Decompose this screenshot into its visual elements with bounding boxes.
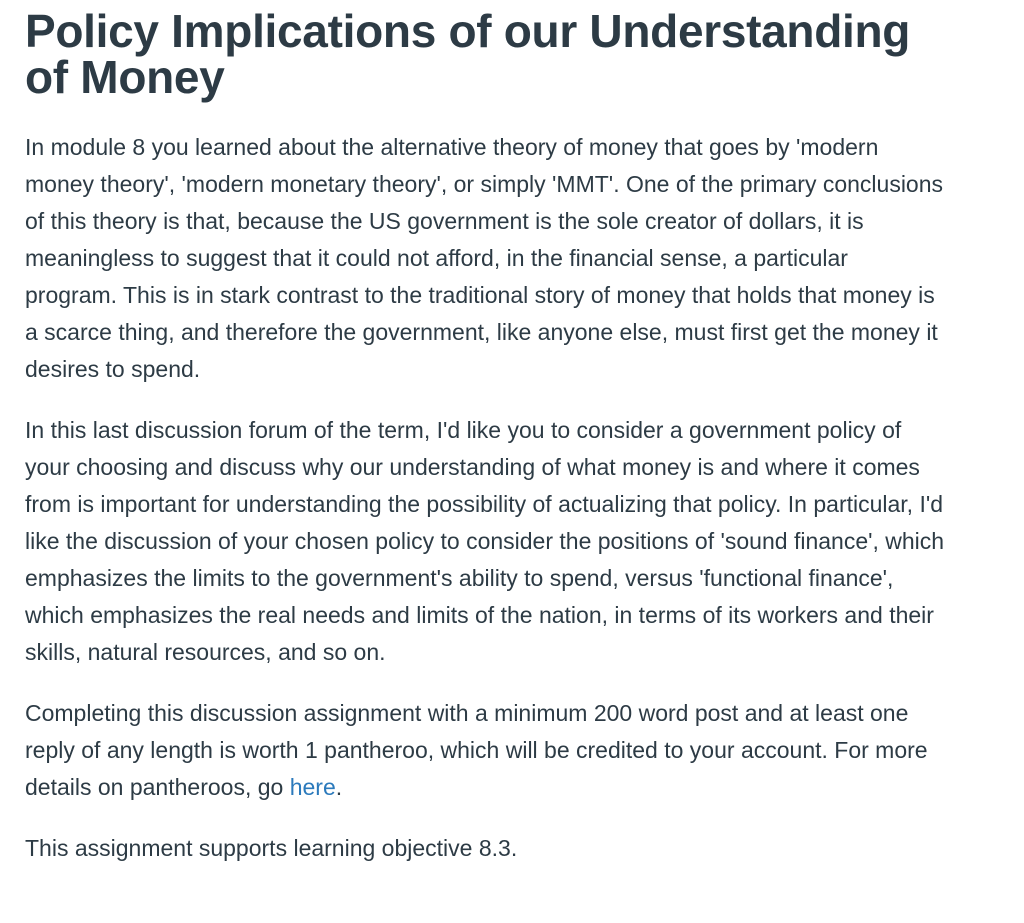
assignment-content — [25, 0, 945, 867]
discussion-prompt-paragraph: In this last discussion forum of the term, I'd like you to consider a government policy of your choosing and discuss why our understanding of what money is and where it comes from is important for understanding the possibility of actualizing that policy. In particular, I'd like the discussion of your chosen policy to consider the positions of 'sound finance', which emphasizes the limits to the government's ability to spend, versus 'functional finance', which emphasizes the real needs and limits of the nation, in terms of its workers and their skills, natural resources, and so on. — [25, 417, 945, 665]
learning-objective-paragraph: This assignment supports learning objective 8.3. — [25, 835, 518, 861]
pantheroos-details-link[interactable]: here — [289, 774, 336, 800]
grading-text-end: . — [335, 774, 343, 800]
grading-paragraph — [25, 695, 945, 806]
intro-paragraph: In module 8 you learned about the alternative theory of money that goes by 'modern money theory', 'modern monetary theory', or simply 'MMT'. One of the primary conclusions of this theory is that, because the US government is the sole creator of dollars, it is meaningless to suggest that it could not afford, in the financial sense, a particular program. This is in stark contrast to the traditional story of money that holds that money is a scarce thing, and therefore the government, like anyone else, must first get the money it desires to spend. — [25, 134, 944, 382]
page-title: Policy Implications of our Understanding of Money — [25, 5, 911, 103]
grading-text: Completing this discussion assignment with a minimum 200 word post and at least one reply of any length is worth 1 pantheroo, which will be credited to your account. For more details on pantheroos, go — [25, 700, 928, 800]
